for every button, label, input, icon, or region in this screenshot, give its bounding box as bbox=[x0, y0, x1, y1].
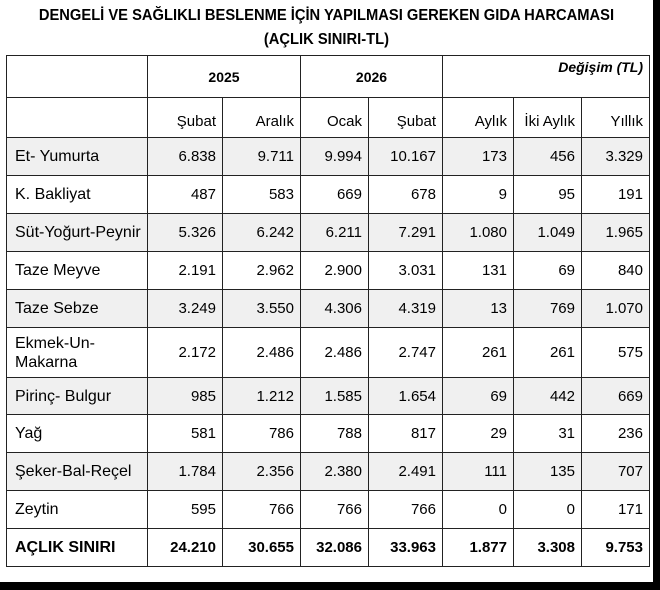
table-row bbox=[7, 138, 650, 176]
header-month: Aralık bbox=[223, 98, 301, 138]
header-row-periods bbox=[7, 98, 650, 138]
table-cell: 840 bbox=[582, 252, 650, 290]
table-title bbox=[26, 0, 627, 55]
table-cell: 131 bbox=[443, 252, 514, 290]
table-cell: 766 bbox=[301, 491, 369, 529]
header-change: Değişim (TL) bbox=[443, 56, 650, 98]
table-cell: 786 bbox=[223, 415, 301, 453]
title-line-2: (AÇLIK SINIRI-TL) bbox=[263, 31, 390, 48]
table-row bbox=[7, 252, 650, 290]
table-row bbox=[7, 378, 650, 415]
table-cell: 1.877 bbox=[443, 529, 514, 567]
total-row bbox=[7, 529, 650, 567]
table-cell: 191 bbox=[582, 176, 650, 214]
table-cell: 24.210 bbox=[148, 529, 223, 567]
table-cell: 10.167 bbox=[369, 138, 443, 176]
table-cell: 6.211 bbox=[301, 214, 369, 252]
table-cell: 4.306 bbox=[301, 290, 369, 328]
table-cell: 2.356 bbox=[223, 453, 301, 491]
table-cell: 817 bbox=[369, 415, 443, 453]
table-cell: 1.070 bbox=[582, 290, 650, 328]
table-cell: 0 bbox=[443, 491, 514, 529]
header-month: Ocak bbox=[301, 98, 369, 138]
header-year-2026: 2026 bbox=[301, 56, 443, 98]
table-cell: 3.329 bbox=[582, 138, 650, 176]
table-body bbox=[7, 138, 650, 529]
table-cell: 31 bbox=[514, 415, 582, 453]
table-cell: 678 bbox=[369, 176, 443, 214]
table-cell: 2.380 bbox=[301, 453, 369, 491]
table-cell: 595 bbox=[148, 491, 223, 529]
table-row bbox=[7, 328, 650, 378]
row-label: Et- Yumurta bbox=[7, 138, 148, 176]
table-row bbox=[7, 415, 650, 453]
table-cell: 261 bbox=[514, 328, 582, 378]
table-cell: 1.049 bbox=[514, 214, 582, 252]
row-label: Şeker-Bal-Reçel bbox=[7, 453, 148, 491]
table-cell: 456 bbox=[514, 138, 582, 176]
table-cell: 2.962 bbox=[223, 252, 301, 290]
row-label: AÇLIK SINIRI bbox=[7, 529, 148, 567]
row-label: Ekmek-Un-Makarna bbox=[7, 328, 148, 378]
table-cell: 4.319 bbox=[369, 290, 443, 328]
table-cell: 707 bbox=[582, 453, 650, 491]
table-cell: 6.242 bbox=[223, 214, 301, 252]
table-cell: 261 bbox=[443, 328, 514, 378]
header-year-2025: 2025 bbox=[148, 56, 301, 98]
table-cell: 171 bbox=[582, 491, 650, 529]
row-label: Zeytin bbox=[7, 491, 148, 529]
table-cell: 9 bbox=[443, 176, 514, 214]
table-cell: 985 bbox=[148, 378, 223, 415]
table-cell: 669 bbox=[301, 176, 369, 214]
table-cell: 236 bbox=[582, 415, 650, 453]
table-cell: 33.963 bbox=[369, 529, 443, 567]
table-cell: 1.585 bbox=[301, 378, 369, 415]
table-cell: 135 bbox=[514, 453, 582, 491]
table-cell: 13 bbox=[443, 290, 514, 328]
table-cell: 3.031 bbox=[369, 252, 443, 290]
header-corner-cell bbox=[7, 56, 148, 98]
table-cell: 1.965 bbox=[582, 214, 650, 252]
table-cell: 3.550 bbox=[223, 290, 301, 328]
table-cell: 9.711 bbox=[223, 138, 301, 176]
table-cell: 32.086 bbox=[301, 529, 369, 567]
table-cell: 1.212 bbox=[223, 378, 301, 415]
table-cell: 69 bbox=[443, 378, 514, 415]
table-cell: 766 bbox=[223, 491, 301, 529]
table-cell: 6.838 bbox=[148, 138, 223, 176]
row-label: Yağ bbox=[7, 415, 148, 453]
table-cell: 769 bbox=[514, 290, 582, 328]
header-row-years bbox=[7, 56, 650, 98]
table-cell: 1.784 bbox=[148, 453, 223, 491]
table-cell: 581 bbox=[148, 415, 223, 453]
row-label: K. Bakliyat bbox=[7, 176, 148, 214]
table-cell: 669 bbox=[582, 378, 650, 415]
table-row bbox=[7, 491, 650, 529]
table-cell: 173 bbox=[443, 138, 514, 176]
header-corner-cell bbox=[7, 98, 148, 138]
table-row bbox=[7, 290, 650, 328]
table-cell: 442 bbox=[514, 378, 582, 415]
table-cell: 2.172 bbox=[148, 328, 223, 378]
row-label: Taze Sebze bbox=[7, 290, 148, 328]
table-cell: 766 bbox=[369, 491, 443, 529]
table-cell: 3.308 bbox=[514, 529, 582, 567]
row-label: Taze Meyve bbox=[7, 252, 148, 290]
header-month: Şubat bbox=[148, 98, 223, 138]
table-cell: 30.655 bbox=[223, 529, 301, 567]
table-cell: 2.900 bbox=[301, 252, 369, 290]
table-cell: 2.486 bbox=[223, 328, 301, 378]
table-cell: 487 bbox=[148, 176, 223, 214]
header-period: Yıllık bbox=[582, 98, 650, 138]
table-cell: 788 bbox=[301, 415, 369, 453]
table-cell: 0 bbox=[514, 491, 582, 529]
header-period: İki Aylık bbox=[514, 98, 582, 138]
table-cell: 1.654 bbox=[369, 378, 443, 415]
table-cell: 1.080 bbox=[443, 214, 514, 252]
table-cell: 95 bbox=[514, 176, 582, 214]
table-cell: 2.491 bbox=[369, 453, 443, 491]
header-period: Aylık bbox=[443, 98, 514, 138]
table-cell: 111 bbox=[443, 453, 514, 491]
table-cell: 2.747 bbox=[369, 328, 443, 378]
table-cell: 575 bbox=[582, 328, 650, 378]
title-line-1: DENGELİ VE SAĞLIKLI BESLENME İÇİN YAPILMASI GEREKEN GIDA HARCAMASI bbox=[38, 7, 615, 24]
table-cell: 29 bbox=[443, 415, 514, 453]
row-label: Pirinç- Bulgur bbox=[7, 378, 148, 415]
table-cell: 583 bbox=[223, 176, 301, 214]
header-month: Şubat bbox=[369, 98, 443, 138]
row-label: Süt-Yoğurt-Peynir bbox=[7, 214, 148, 252]
table-cell: 9.994 bbox=[301, 138, 369, 176]
food-expense-table bbox=[6, 55, 650, 567]
table-row bbox=[7, 176, 650, 214]
table-row bbox=[7, 453, 650, 491]
table-cell: 5.326 bbox=[148, 214, 223, 252]
table-cell: 7.291 bbox=[369, 214, 443, 252]
table-cell: 2.191 bbox=[148, 252, 223, 290]
table-cell: 2.486 bbox=[301, 328, 369, 378]
table-row bbox=[7, 214, 650, 252]
table-cell: 9.753 bbox=[582, 529, 650, 567]
table-cell: 69 bbox=[514, 252, 582, 290]
table-cell: 3.249 bbox=[148, 290, 223, 328]
